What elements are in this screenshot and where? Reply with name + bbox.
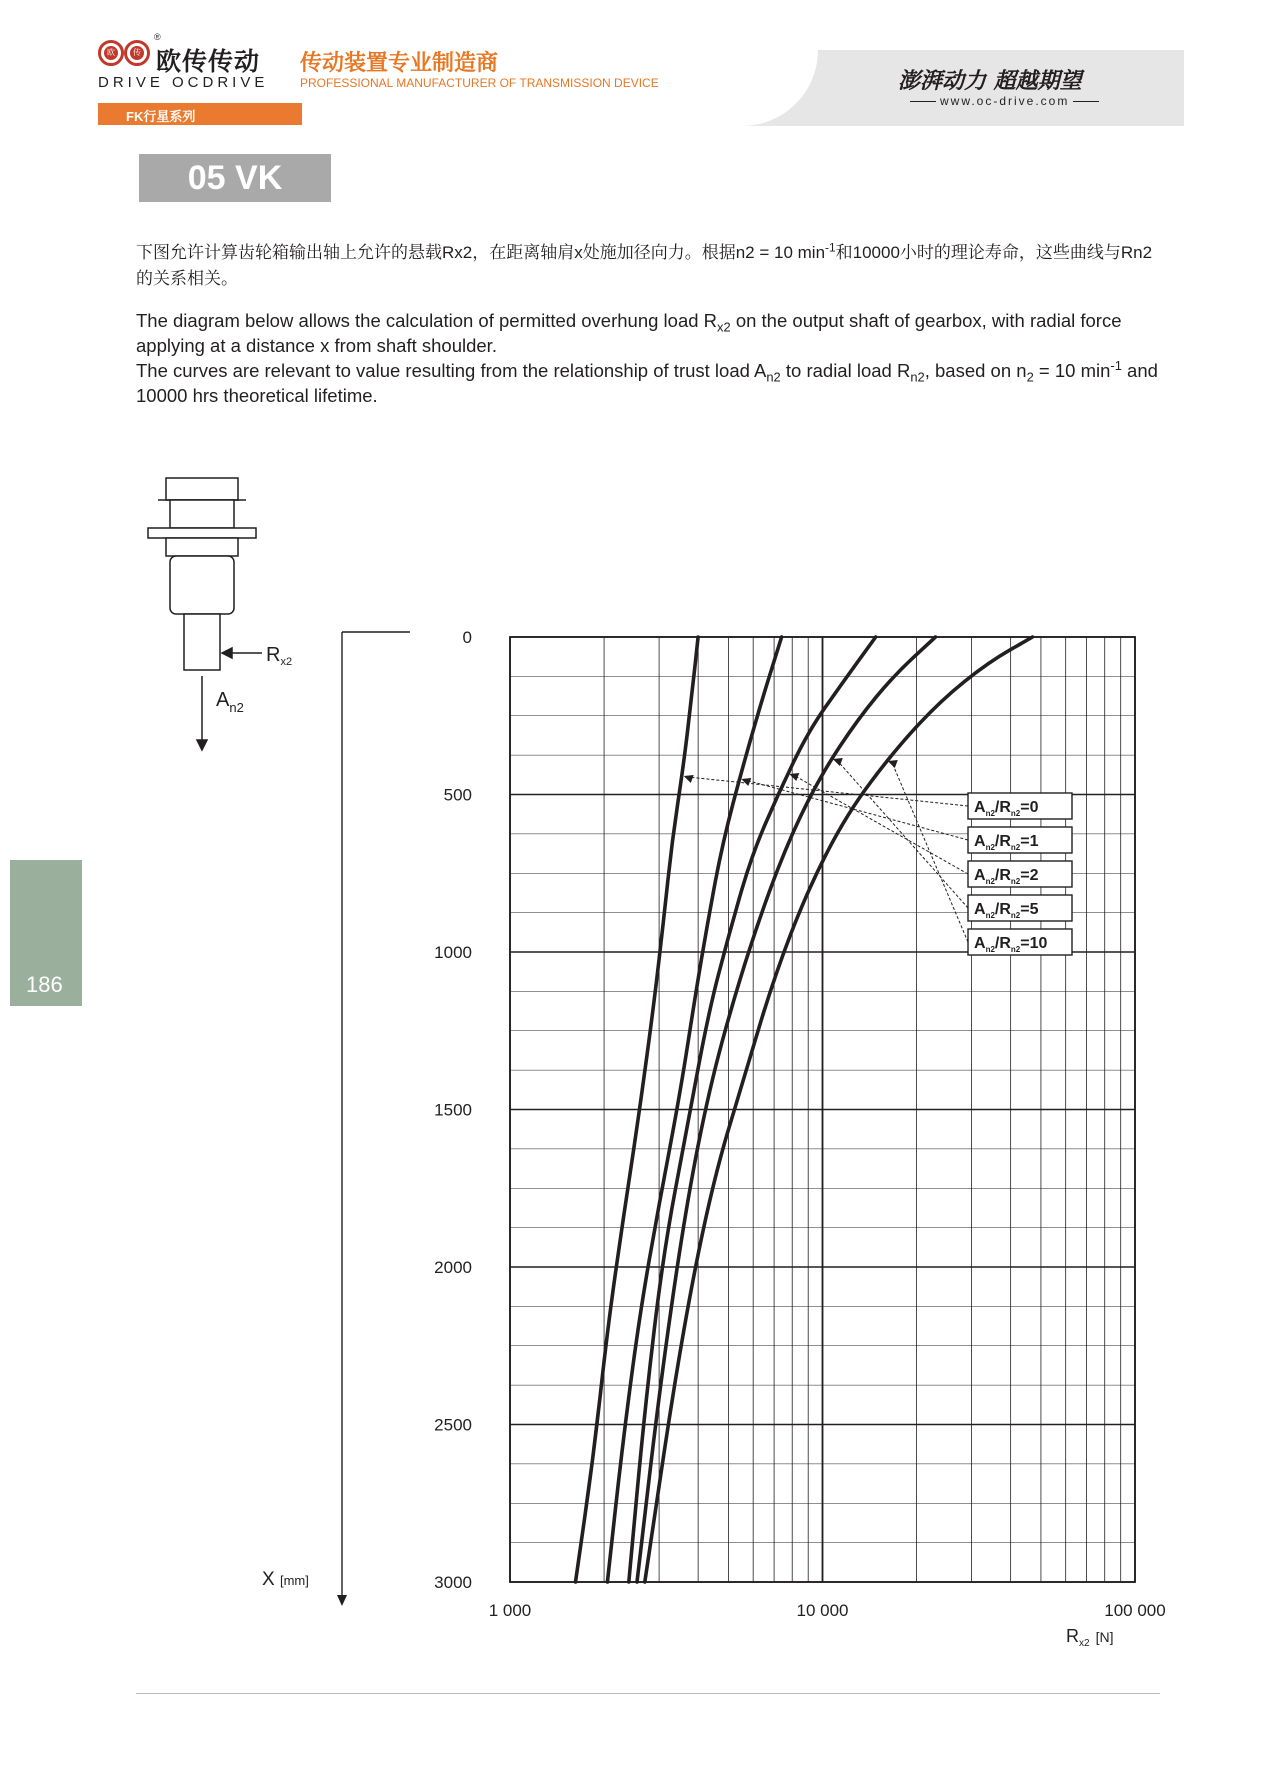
model-title: 05 VK (139, 154, 331, 202)
desc-en-text: , based on n (924, 360, 1027, 381)
legend-label-value: =5 (1020, 901, 1039, 918)
legend-label-1 (974, 833, 1039, 852)
legend-label-a: A (974, 833, 986, 850)
desc-en-text: and 10000 hrs theoretical lifetime. (136, 360, 1158, 406)
y-tick-label: 500 (443, 785, 472, 805)
footer-divider (136, 1693, 1160, 1694)
y-tick-label: 0 (462, 628, 472, 647)
x-tick-label: 1 000 (488, 1601, 532, 1620)
page-number: 186 (26, 972, 63, 997)
legend-leader-arrow-icon (888, 760, 898, 768)
desc-en-text: to radial load R (780, 360, 911, 381)
tagline-cn: 传动装置专业制造商 (300, 50, 499, 75)
y-axis-label-main: X (262, 1569, 280, 1590)
rx-label-main: R (266, 644, 281, 666)
legend-label-2 (974, 867, 1039, 886)
y-tick-label: 2500 (434, 1415, 472, 1435)
website-url: www.oc-drive.com (906, 94, 1103, 108)
logo-mark-2: 传 (130, 46, 144, 60)
legend-label-a-sub: n2 (985, 911, 995, 920)
legend-label-0 (974, 799, 1039, 818)
desc-en-sub: x2 (717, 319, 731, 335)
legend-label-r: /R (994, 935, 1011, 952)
slogan: 澎湃动力 超越期望 (898, 68, 1082, 94)
legend-label-value: =10 (1020, 935, 1048, 952)
legend-label-r: /R (994, 833, 1011, 850)
legend-label-r-sub: n2 (1010, 809, 1021, 818)
legend-label-r-sub: n2 (1010, 945, 1021, 954)
y-tick-label: 3000 (434, 1573, 472, 1592)
legend-leader-1 (745, 780, 968, 840)
desc-en-sup: -1 (1110, 357, 1122, 373)
description-cn-sup: -1 (825, 240, 836, 255)
series-label: FK行星系列 (126, 109, 196, 124)
desc-en-sub: 2 (1026, 369, 1034, 385)
legend-leader-arrow-icon (684, 775, 694, 783)
y-axis-label-unit: [mm] (279, 1573, 309, 1588)
desc-en-sub: n2 (766, 369, 781, 385)
legend-label-r-sub: n2 (1010, 911, 1021, 920)
legend-leader-arrow-icon (741, 778, 751, 786)
legend-label-a-sub: n2 (985, 809, 995, 818)
description-cn-part2: 和10000小时的理论寿命，这些曲线与Rn2的关系相关。 (136, 243, 1153, 288)
legend-label-a-sub: n2 (985, 843, 995, 852)
x-axis-label-sub: x2 (1079, 1638, 1090, 1649)
x-tick-label: 10 000 (796, 1601, 849, 1620)
legend-label-3 (974, 901, 1039, 920)
legend-label-r: /R (994, 799, 1011, 816)
legend-label-value: =0 (1020, 799, 1039, 816)
description-cn-part1: 下图允许计算齿轮箱输出轴上允许的悬载Rx2，在距离轴肩x处施加径向力。根据n2 = 10 min (136, 243, 826, 262)
legend-leader-2 (793, 775, 968, 874)
chart-grid (510, 637, 1135, 1582)
rx-label-sub: x2 (280, 656, 293, 668)
legend-label-a: A (974, 867, 986, 884)
legend-label-value: =1 (1020, 833, 1039, 850)
registered-mark: ® (154, 32, 161, 42)
y-tick-label: 1000 (434, 943, 472, 962)
legend-label-4 (974, 935, 1047, 954)
desc-en-text: The curves are relevant to value resulting from the relationship of trust load A (136, 360, 767, 381)
legend-label-value: =2 (1020, 867, 1039, 884)
legend-label-r: /R (994, 901, 1011, 918)
legend-label-r: /R (994, 867, 1011, 884)
desc-en-text: The diagram below allows the calculation of permitted overhung load R (136, 310, 718, 331)
legend-leader-0 (688, 777, 968, 806)
brand-name-cn: 欧传传动 (156, 48, 261, 76)
legend-label-r-sub: n2 (1010, 877, 1021, 886)
legend-label-a-sub: n2 (985, 945, 995, 954)
x-axis-label-unit: [N] (1095, 1629, 1114, 1645)
legend-leader-4 (892, 762, 968, 942)
chart-legend (684, 758, 1072, 955)
legend-label-a: A (974, 935, 986, 952)
an-label-sub: n2 (229, 700, 244, 715)
logo-mark-1: 欧 (104, 46, 118, 60)
y-tick-label: 2000 (434, 1258, 472, 1277)
tagline-en: PROFESSIONAL MANUFACTURER OF TRANSMISSION DEVICE (300, 76, 659, 90)
legend-label-a: A (974, 799, 986, 816)
chart-axes (262, 628, 1166, 1649)
desc-en-text: = 10 min (1033, 360, 1111, 381)
an-label-main: A (216, 689, 230, 711)
x-tick-label: 100 000 (1104, 1601, 1166, 1620)
brand-name-en: DRIVE OCDRIVE (98, 74, 269, 91)
desc-en-sub: n2 (910, 369, 925, 385)
legend-label-a: A (974, 901, 986, 918)
desc-en-text: on the output shaft of gearbox, with radial force applying at a distance x from shaft shoulder. (136, 310, 1122, 356)
legend-label-a-sub: n2 (985, 877, 995, 886)
x-axis-label-main: R (1066, 1626, 1079, 1646)
y-tick-label: 1500 (434, 1100, 472, 1120)
legend-label-r-sub: n2 (1010, 843, 1021, 852)
y-axis-arrow-icon (337, 1595, 347, 1606)
legend-leader-arrow-icon (789, 773, 799, 781)
y-axis-label (262, 1569, 309, 1590)
x-axis-label (1066, 1626, 1113, 1649)
